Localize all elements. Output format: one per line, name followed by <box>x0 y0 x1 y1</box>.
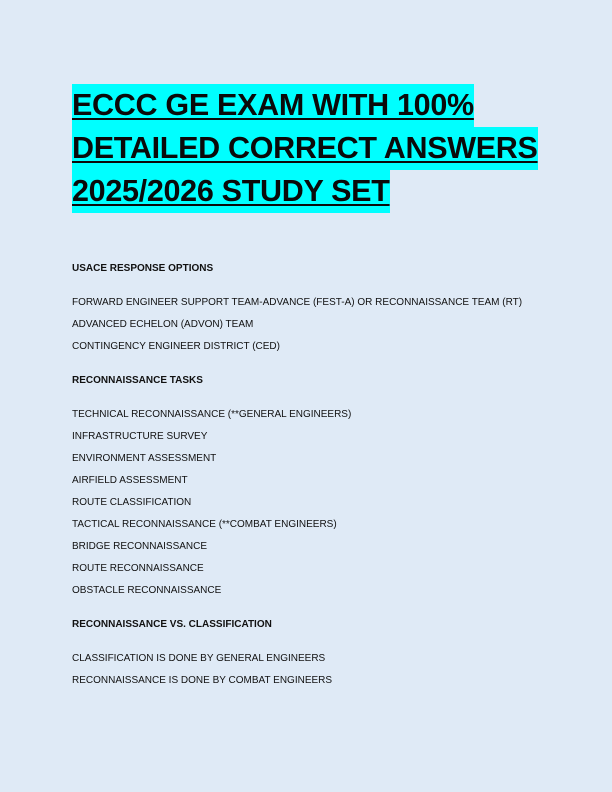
title-line: DETAILED CORRECT ANSWERS <box>72 127 538 170</box>
list-item: OBSTACLE RECONNAISSANCE <box>72 585 222 596</box>
section-usace-response-options <box>72 263 572 275</box>
list-item: ROUTE CLASSIFICATION <box>72 497 192 508</box>
section-reconnaissance-tasks <box>72 375 572 387</box>
section-reconnaissance-vs-classification-list <box>72 653 572 697</box>
list-item: FORWARD ENGINEER SUPPORT TEAM-ADVANCE (FEST-A) OR RECONNAISSANCE TEAM (RT) <box>72 297 523 308</box>
section-heading: RECONNAISSANCE VS. CLASSIFICATION <box>72 619 272 630</box>
list-item: ADVANCED ECHELON (ADVON) TEAM <box>72 319 254 330</box>
list-item: BRIDGE RECONNAISSANCE <box>72 541 208 552</box>
title-line: ECCC GE EXAM WITH 100% <box>72 84 474 127</box>
title-line: 2025/2026 STUDY SET <box>72 170 390 213</box>
list-item: CLASSIFICATION IS DONE BY GENERAL ENGINEERS <box>72 653 326 664</box>
list-item: TACTICAL RECONNAISSANCE (**COMBAT ENGINEERS) <box>72 519 337 530</box>
section-usace-response-options-list <box>72 297 572 363</box>
list-item: INFRASTRUCTURE SURVEY <box>72 431 208 442</box>
list-item: ENVIRONMENT ASSESSMENT <box>72 453 217 464</box>
section-heading: USACE RESPONSE OPTIONS <box>72 263 214 274</box>
list-item: AIRFIELD ASSESSMENT <box>72 475 188 486</box>
list-item: TECHNICAL RECONNAISSANCE (**GENERAL ENGINEERS) <box>72 409 352 420</box>
section-reconnaissance-tasks-list <box>72 409 572 607</box>
document-title <box>72 84 542 213</box>
list-item: RECONNAISSANCE IS DONE BY COMBAT ENGINEERS <box>72 675 333 686</box>
section-reconnaissance-vs-classification <box>72 619 572 631</box>
list-item: CONTINGENCY ENGINEER DISTRICT (CED) <box>72 341 280 352</box>
list-item: ROUTE RECONNAISSANCE <box>72 563 204 574</box>
section-heading: RECONNAISSANCE TASKS <box>72 375 203 386</box>
